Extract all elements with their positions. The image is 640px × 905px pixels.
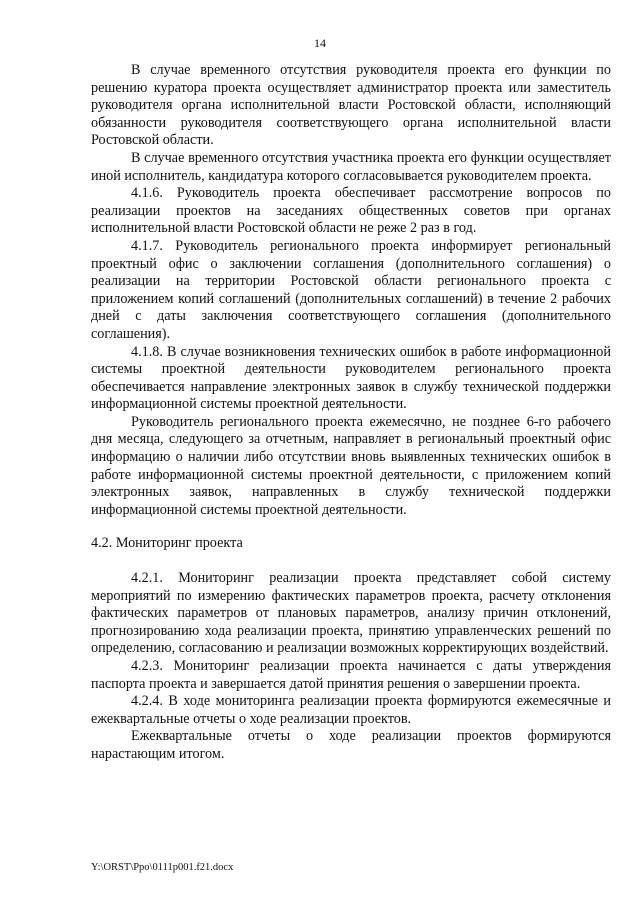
document-body <box>91 62 611 764</box>
paragraph-monthly-report: Руководитель регионального проекта ежемесячно, не позднее 6-го рабочего дня месяца, следующего за отчетным, направляет в региональный проектный офис информацию о наличии либо отсутствии вновь выявленных технических ошибок в работе информационной системы проектной деятельности, с приложением копий электронных заявок, направленных в службу технической поддержки информационной системы проектной деятельности. <box>91 413 611 518</box>
paragraph-quarterly-report: Ежеквартальные отчеты о ходе реализации проектов формируются нарастающим итогом. <box>91 728 611 762</box>
paragraph-4-2-1: 4.2.1. Мониторинг реализации проекта представляет собой систему мероприятий по измерению фактических параметров проекта, расчету отклонения фактических параметров от плановых параметров, анализу причин отклонений, прогнозированию хода реализации проекта, принятию управленческих решений по определению, согласованию и реализации возможных корректирующих воздействий. <box>91 570 611 657</box>
page-number: 14 <box>314 36 326 50</box>
section-heading: 4.2. Мониторинг проекта <box>91 535 243 552</box>
paragraph-acting-head: В случае временного отсутствия руководителя проекта его функции по решению куратора проекта осуществляет администратор проекта или заместитель руководителя органа исполнительной власти Ростовской области, исполняющий обязанности руководителя соответствующего органа исполнительной власти Ростовской области. <box>91 62 611 149</box>
paragraph-4-1-8: 4.1.8. В случае возникновения технических ошибок в работе информационной системы проектной деятельности руководителем регионального проекта обеспечивается направление электронных заявок в службу технической поддержки информационной системы проектной деятельности. <box>91 343 611 413</box>
footer-file-path: Y:\ORST\Ppo\0111p001.f21.docx <box>91 862 234 873</box>
paragraph-4-1-6: 4.1.6. Руководитель проекта обеспечивает рассмотрение вопросов по реализации проектов на заседаниях общественных советов при органах исполнительной власти Ростовской области не реже 2 раз в год. <box>91 185 611 237</box>
paragraph-4-1-7: 4.1.7. Руководитель регионального проекта информирует региональный проектный офис о заключении соглашения (дополнительного соглашения) о реализации на территории Ростовской области регионального проекта с приложением копий соглашений (дополнительных соглашений) в течение 2 рабочих дней с даты заключения соответствующего соглашения (дополнительного соглашения). <box>91 237 611 342</box>
paragraph-acting-participant: В случае временного отсутствия участника проекта его функции осуществляет иной исполнитель, кандидатура которого согласовывается руководителем проекта. <box>91 149 611 184</box>
paragraph-4-2-3: 4.2.3. Мониторинг реализации проекта начинается с даты утверждения паспорта проекта и завершается датой принятия решения о завершении проекта. <box>91 658 611 692</box>
paragraph-4-2-4: 4.2.4. В ходе мониторинга реализации проекта формируются ежемесячные и ежеквартальные отчеты о ходе реализации проектов. <box>91 693 611 727</box>
